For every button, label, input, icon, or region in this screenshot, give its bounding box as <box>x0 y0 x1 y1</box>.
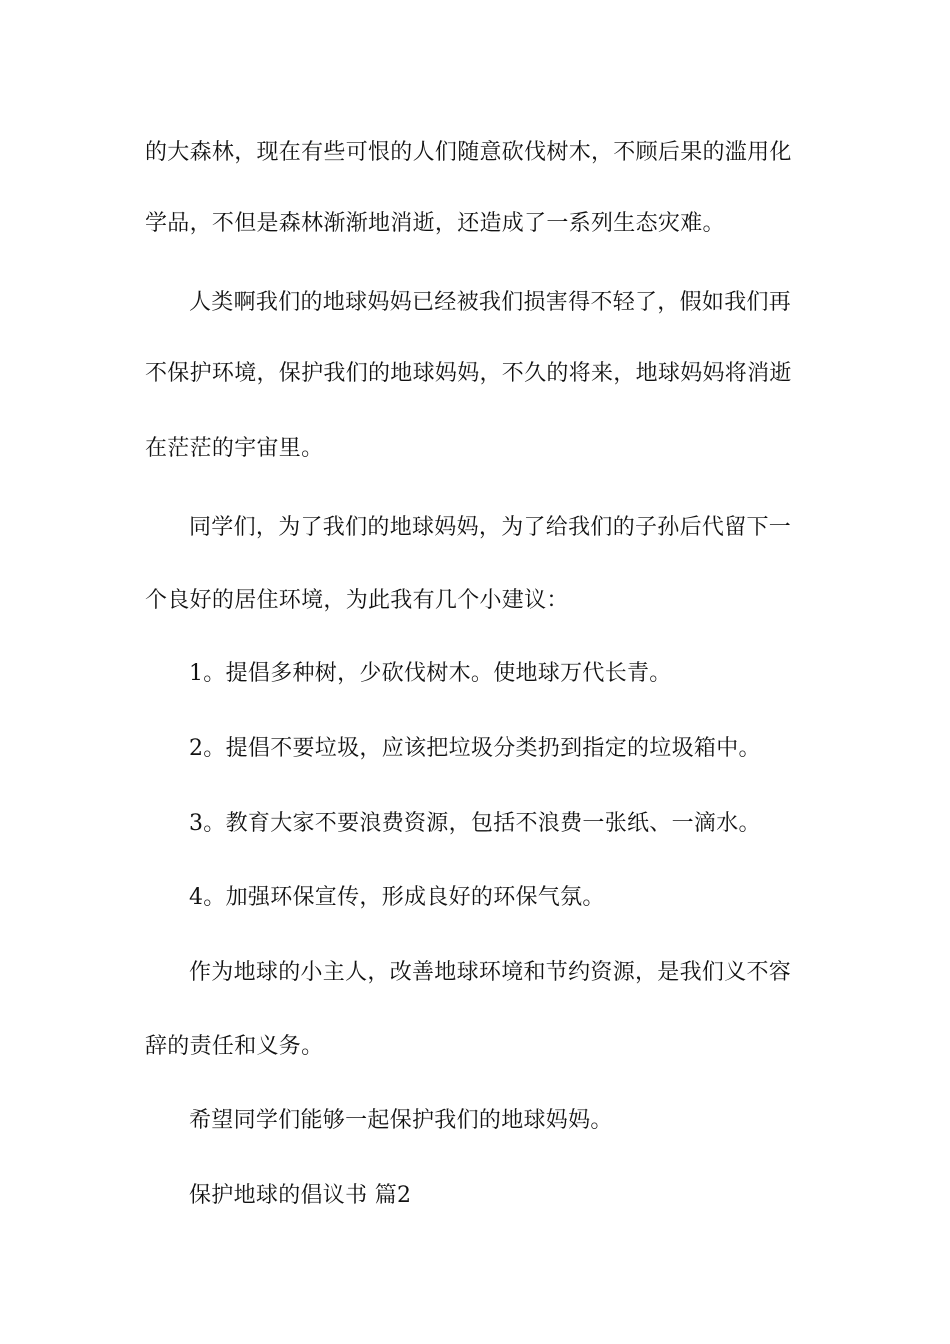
paragraph-line: 同学们，为了我们的地球妈妈，为了给我们的子孙后代留下一 <box>189 515 792 540</box>
paragraph-line: 希望同学们能够一起保护我们的地球妈妈。 <box>189 1108 613 1133</box>
paragraph-line: 学品，不但是森林渐渐地消逝，还造成了一系列生态灾难。 <box>145 211 725 236</box>
list-item: 4。加强环保宣传，形成良好的环保气氛。 <box>189 885 605 910</box>
list-item: 3。教育大家不要浪费资源，包括不浪费一张纸、一滴水。 <box>189 811 761 836</box>
paragraph-line: 不保护环境，保护我们的地球妈妈，不久的将来，地球妈妈将消逝 <box>145 361 792 386</box>
list-item: 2。提倡不要垃圾，应该把垃圾分类扔到指定的垃圾箱中。 <box>189 736 761 761</box>
section-heading: 保护地球的倡议书 篇2 <box>189 1183 412 1208</box>
paragraph-line: 人类啊我们的地球妈妈已经被我们损害得不轻了，假如我们再 <box>189 290 792 315</box>
paragraph-line: 辞的责任和义务。 <box>145 1034 324 1059</box>
paragraph-line: 作为地球的小主人，改善地球环境和节约资源，是我们义不容 <box>189 960 792 985</box>
list-item: 1。提倡多种树，少砍伐树木。使地球万代长青。 <box>189 661 672 686</box>
paragraph-line: 的大森林，现在有些可恨的人们随意砍伐树木，不顾后果的滥用化 <box>145 140 792 165</box>
paragraph-line: 个良好的居住环境，为此我有几个小建议： <box>145 588 569 613</box>
paragraph-line: 在茫茫的宇宙里。 <box>145 436 324 461</box>
